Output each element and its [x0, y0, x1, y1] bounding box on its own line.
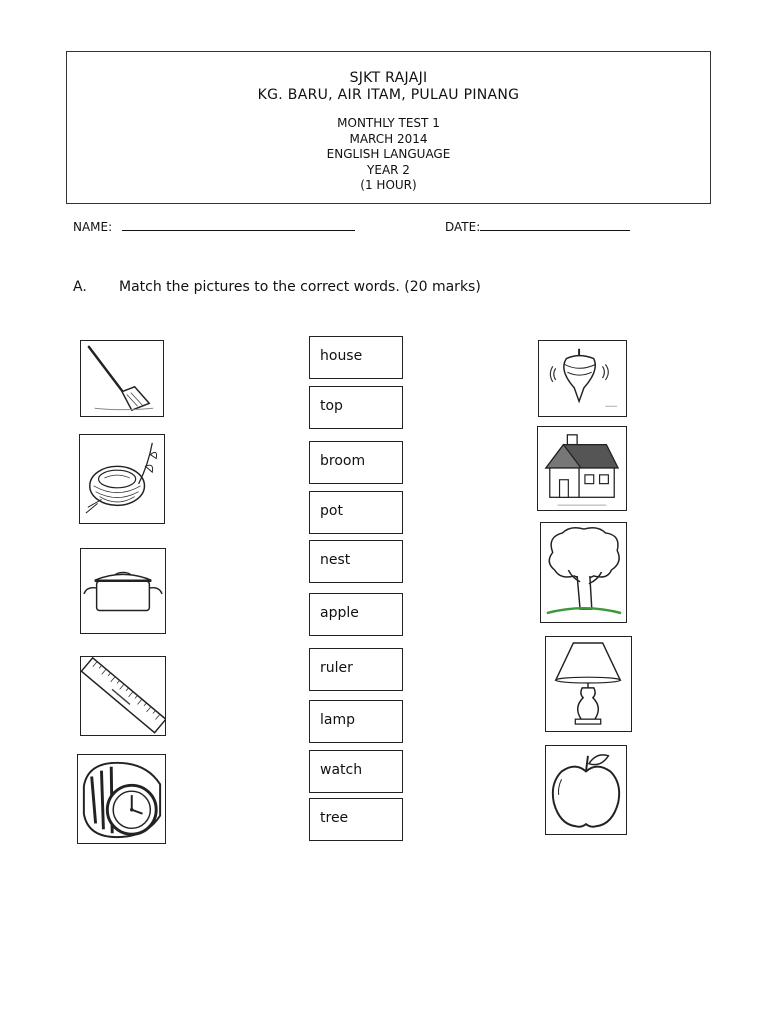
word-tree[interactable]: tree	[309, 798, 403, 841]
watch-picture	[77, 754, 166, 844]
name-field[interactable]	[73, 220, 355, 234]
broom-picture	[80, 340, 164, 417]
question-letter: A.	[73, 279, 87, 295]
spinning-top-icon	[539, 341, 626, 416]
word-ruler[interactable]: ruler	[309, 648, 403, 691]
test-duration: (1 HOUR)	[360, 178, 417, 192]
header-box	[66, 51, 711, 204]
tree-picture	[540, 522, 627, 623]
lamp-picture	[545, 636, 632, 732]
pot-picture	[80, 548, 166, 634]
ruler-icon	[81, 657, 165, 735]
word-lamp[interactable]: lamp	[309, 700, 403, 743]
date-label: DATE:	[445, 220, 481, 234]
word-apple[interactable]: apple	[309, 593, 403, 636]
word-watch[interactable]: watch	[309, 750, 403, 793]
tree-icon	[541, 523, 626, 622]
name-line	[122, 220, 355, 231]
question-text: Match the pictures to the correct words. (20 marks)	[119, 279, 481, 295]
word-top[interactable]: top	[309, 386, 403, 429]
nest-icon	[80, 435, 164, 523]
test-subject: ENGLISH LANGUAGE	[326, 147, 451, 161]
date-field[interactable]	[445, 220, 630, 234]
ruler-picture	[80, 656, 166, 736]
test-year: YEAR 2	[367, 162, 410, 177]
test-info	[67, 116, 710, 194]
apple-picture	[545, 745, 627, 835]
pot-icon	[81, 549, 165, 633]
apple-icon	[546, 746, 626, 834]
broom-icon	[81, 341, 163, 416]
school-address: KG. BARU, AIR ITAM, PULAU PINANG	[257, 87, 520, 103]
test-name: MONTHLY TEST 1	[337, 116, 440, 130]
house-icon	[538, 427, 626, 510]
school-block	[67, 70, 710, 104]
date-line	[480, 220, 630, 231]
word-broom[interactable]: broom	[309, 441, 403, 484]
lamp-icon	[546, 637, 631, 731]
name-label: NAME:	[73, 220, 113, 234]
word-house[interactable]: house	[309, 336, 403, 379]
word-pot[interactable]: pot	[309, 491, 403, 534]
test-date: MARCH 2014	[349, 131, 428, 146]
top-picture	[538, 340, 627, 417]
school-name: SJKT RAJAJI	[349, 70, 428, 86]
watch-icon	[78, 755, 165, 843]
word-nest[interactable]: nest	[309, 540, 403, 583]
house-picture	[537, 426, 627, 511]
nest-picture	[79, 434, 165, 524]
